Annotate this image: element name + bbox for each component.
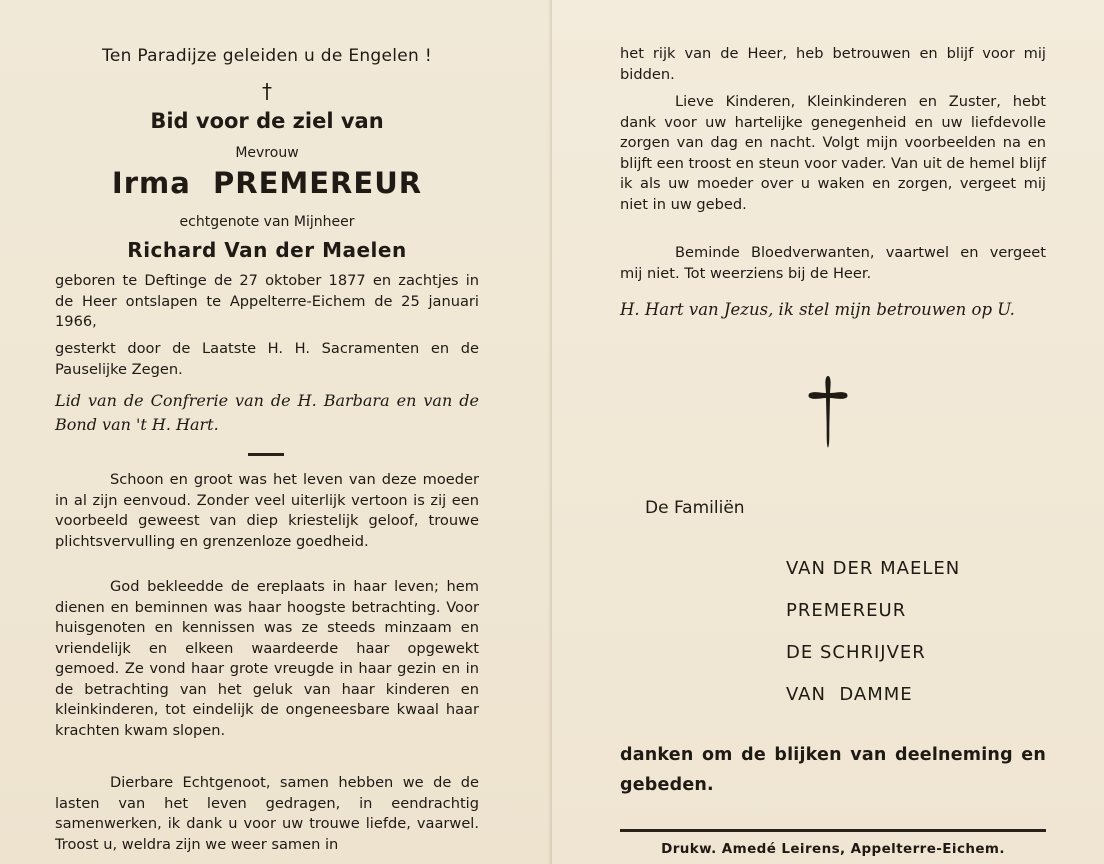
membership-text: Lid van de Confrerie van de H. Barbara en van de Bond van 't H. Hart. [55, 391, 479, 434]
closing-prayer: H. Hart van Jezus, ik stel mijn betrouwen op U. [620, 300, 1015, 319]
opening-prayer: Ten Paradijze geleiden u de Engelen ! [102, 46, 432, 66]
honorific: Mevrouw [235, 145, 299, 161]
paragraph-life: Schoon en groot was het leven van deze moeder in al zijn eenvoud. Zonder veel uiterlijk vertoon is zij een voorbeeld geweest van diep kriestelijk geloof, trouwe plichtsvervulling en grenzenloze goedheid. [55, 471, 479, 550]
paragraph-continued: het rijk van de Heer, heb betrouwen en blijf voor mij bidden. [620, 45, 1046, 83]
spouse-intro: echtgenote van Mijnheer [179, 214, 355, 230]
families-list [786, 557, 960, 725]
large-cross-icon [806, 374, 850, 450]
printer-credit: Drukw. Amedé Leirens, Appelterre-Eichem. [661, 841, 1005, 857]
birth-death-text: geboren te Deftinge de 27 oktober 1877 en zachtjes in de Heer ontslapen te Appelterre-Eichem de 25 januari 1966, [55, 272, 479, 330]
family-name: VAN DAMME [786, 684, 913, 705]
sacraments-text: gesterkt door de Laatste H. H. Sacramenten en de Pauselijke Zegen. [55, 340, 479, 378]
paragraph-children: Lieve Kinderen, Kleinkinderen en Zuster, hebt dank voor uw hartelijke genegenheid en uw liefdevolle zorgen van dag en nacht. Volgt mijn voorbeelden na en blijft een troost en steun voor vader. Van uit de hemel blijf ik als uw moeder over u waken en zorgen, vergeet mij niet in uw gebed. [620, 93, 1046, 213]
bid-heading: Bid voor de ziel van [150, 109, 384, 133]
divider [248, 453, 284, 456]
cross-icon: † [262, 79, 272, 103]
paragraph-faith: God bekleedde de ereplaats in haar leven; hem dienen en beminnen was haar hoogste betrachting. Voor huisgenoten en kennissen was ze steeds minzaam en vriendelijk en elkeen waardeerde haar opgewekt gemoed. Ze vond haar grote vreugde in haar gezin en in de betrachting van het geluk van haar kinderen en kleinkinderen, tot eindelijk de ongeneesbare kwaal haar krachten kwam slopen. [55, 578, 479, 739]
paragraph-spouse: Dierbare Echtgenoot, samen hebben we de de lasten van het leven gedragen, in eendrachtig samenwerken, ik dank u voor uw trouwe liefde, vaarwel. Troost u, weldra zijn we weer samen in [55, 774, 479, 853]
deceased-name: Irma PREMEREUR [111, 166, 423, 200]
family-name: PREMEREUR [786, 600, 907, 621]
thanks-text: danken om de blijken van deelneming en gebeden. [620, 745, 1046, 795]
family-name: DE SCHRIJVER [786, 642, 926, 663]
footer-rule [620, 829, 1046, 832]
family-name: VAN DER MAELEN [786, 558, 961, 579]
paragraph-relatives: Beminde Bloedverwanten, vaartwel en vergeet mij niet. Tot weerziens bij de Heer. [620, 244, 1046, 282]
families-label: De Familiën [645, 498, 745, 518]
spouse-name: Richard Van der Maelen [127, 238, 407, 262]
